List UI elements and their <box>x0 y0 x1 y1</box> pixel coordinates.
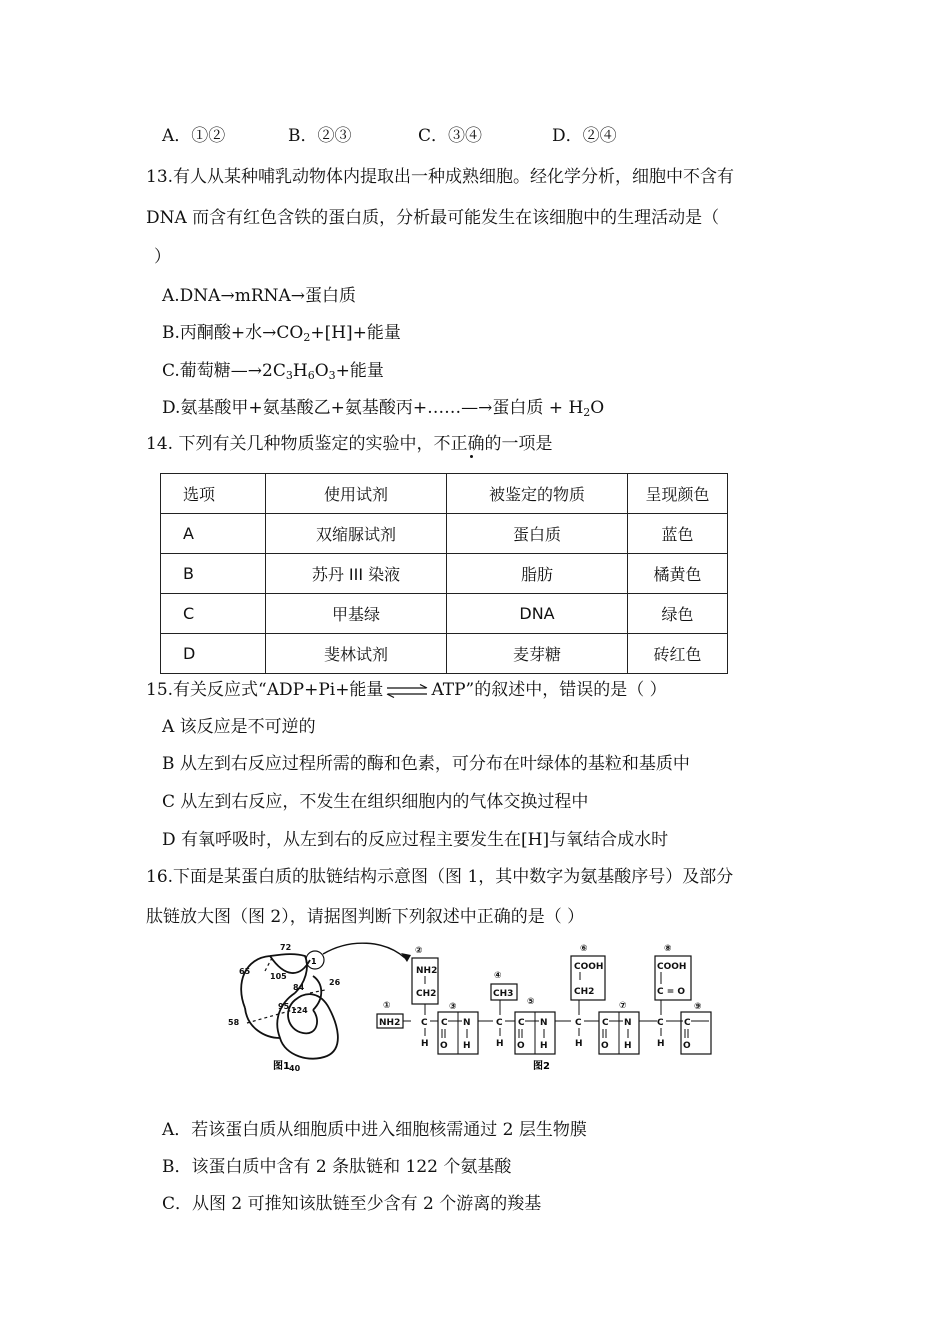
table-cell: 砖红色 <box>628 634 728 674</box>
table-cell: 蓝色 <box>628 514 728 554</box>
table-header-cell: 被鉴定的物质 <box>447 474 628 514</box>
table-cell: DNA <box>447 594 628 634</box>
table-cell: 脂肪 <box>447 554 628 594</box>
svg-text:C: C <box>441 1018 448 1028</box>
table-row <box>161 634 728 674</box>
q13-option-d: D.氨基酸甲+氨基酸乙+氨基酸丙+……—→蛋白质 + $H_2O$ <box>162 398 605 419</box>
circled-number: ⑦ <box>619 1001 627 1011</box>
r-group-nh2: NH2 <box>416 966 438 976</box>
svg-text:H: H <box>575 1039 583 1049</box>
svg-text:C: C <box>496 1018 503 1028</box>
svg-text:C: C <box>684 1018 691 1028</box>
q15-stem: 15.有关反应式“ADP+Pi+能量 ATP”的叙述中，错误的是（ ） <box>146 680 667 700</box>
fig1-number: 58 <box>228 1018 240 1027</box>
q14-table <box>160 473 728 674</box>
svg-text:O: O <box>601 1041 609 1051</box>
svg-text:H: H <box>540 1041 548 1051</box>
table-cell: 绿色 <box>628 594 728 634</box>
svg-text:H: H <box>624 1041 632 1051</box>
svg-text:H: H <box>496 1039 504 1049</box>
q15-option-a: A 该反应是不可逆的 <box>162 717 316 737</box>
figure1-label: 图1 <box>273 1061 290 1072</box>
table-row <box>161 554 728 594</box>
peptide-diagram <box>225 938 725 1078</box>
fig1-number: 124 <box>291 1006 308 1015</box>
q13-option-c: C.葡萄糖$—\to 2C_3H_6O_3+$能量 <box>162 361 384 382</box>
r-group-ch3: CH3 <box>493 989 514 999</box>
fig1-number: 26 <box>329 978 341 987</box>
table-row <box>161 514 728 554</box>
table-cell: B <box>161 554 266 594</box>
fig1-number: 84 <box>293 983 305 992</box>
figure1-disulfide-bonds <box>247 956 325 1023</box>
r-group-cooh: COOH <box>574 962 604 972</box>
q16-option-a: A．若该蛋白质从细胞质中进入细胞核需通过 2 层生物膜 <box>162 1120 587 1140</box>
amino-group: NH2 <box>379 1018 401 1028</box>
fig1-number: 105 <box>270 972 287 981</box>
q12-options <box>162 125 617 147</box>
reversible-arrow-icon <box>385 684 429 698</box>
circled-number: ③ <box>449 1002 457 1012</box>
hydrogen: H <box>421 1039 429 1049</box>
q16-option-b: B．该蛋白质中含有 2 条肽链和 122 个氨基酸 <box>162 1157 512 1177</box>
table-cell: 甲基绿 <box>266 594 447 634</box>
circled-number: ⑨ <box>694 1002 702 1012</box>
emphasis-dot <box>470 455 473 458</box>
table-header-cell: 选项 <box>161 474 266 514</box>
q13-stem-line2: DNA 而含有红色含铁的蛋白质，分析最可能发生在该细胞中的生理活动是（ <box>146 208 720 228</box>
svg-text:H: H <box>657 1039 665 1049</box>
q12-option-a: A．①② <box>162 126 226 146</box>
fig1-number: 1 <box>311 957 317 966</box>
table-header-cell: 呈现颜色 <box>628 474 728 514</box>
table-cell: 橘黄色 <box>628 554 728 594</box>
q15-option-d: D 有氧呼吸时，从左到右的反应过程主要发生在[H]与氧结合成水时 <box>162 830 669 850</box>
circled-number: ② <box>415 946 423 956</box>
q12-option-d: D．②④ <box>552 126 617 146</box>
svg-text:COOH: COOH <box>657 962 687 972</box>
r-group-ch2: CH2 <box>416 989 437 999</box>
table-cell: A <box>161 514 266 554</box>
circled-number: ⑧ <box>664 944 672 954</box>
fig1-number: 95 <box>278 1002 290 1011</box>
table-cell: 苏丹 III 染液 <box>266 554 447 594</box>
fig1-number: 72 <box>280 943 292 952</box>
q12-option-b: B．②③ <box>288 126 352 146</box>
circled-number: ⑤ <box>527 997 535 1007</box>
table-header-cell: 使用试剂 <box>266 474 447 514</box>
fig1-number: 40 <box>289 1064 301 1073</box>
q16-stem-line2: 肽链放大图（图 2），请据图判断下列叙述中正确的是（ ） <box>146 907 585 927</box>
svg-text:N: N <box>540 1018 548 1028</box>
q12-option-c: C．③④ <box>418 126 483 146</box>
q13-stem-line3: ） <box>154 247 171 267</box>
q13-option-a: A.DNA→mRNA→蛋白质 <box>162 286 357 306</box>
q15-option-b: B 从左到右反应过程所需的酶和色素，可分布在叶绿体的基粒和基质中 <box>162 754 690 774</box>
q15-option-c: C 从左到右反应，不发生在组织细胞内的气体交换过程中 <box>162 792 589 812</box>
circled-number: ① <box>383 1001 391 1011</box>
table-cell: D <box>161 634 266 674</box>
svg-text:N: N <box>463 1018 471 1028</box>
table-row <box>161 594 728 634</box>
q14-stem: 14. 下列有关几种物质鉴定的实验中，不正确的一项是 <box>146 434 553 454</box>
svg-text:C: C <box>602 1018 609 1028</box>
arrow-head-icon <box>401 953 411 962</box>
table-header-row <box>161 474 728 514</box>
svg-text:O: O <box>440 1041 448 1051</box>
carbonyl: C = O <box>657 987 686 997</box>
svg-text:O: O <box>683 1041 691 1051</box>
svg-text:C: C <box>575 1018 582 1028</box>
svg-text:O: O <box>517 1041 525 1051</box>
table-cell: 麦芽糖 <box>447 634 628 674</box>
q13-option-b: B.丙酮酸+水$\to CO_2+[H]+$能量 <box>162 323 401 344</box>
table-cell: 双缩脲试剂 <box>266 514 447 554</box>
svg-text:C: C <box>518 1018 525 1028</box>
magnify-arrow <box>323 943 405 958</box>
peptide-figure <box>225 938 725 1083</box>
figure2-label: 图2 <box>533 1061 550 1072</box>
circled-number: ④ <box>494 971 502 981</box>
table-cell: C <box>161 594 266 634</box>
table-cell: 斐林试剂 <box>266 634 447 674</box>
alpha-carbon: C <box>421 1018 428 1028</box>
q16-option-c: C．从图 2 可推知该肽链至少含有 2 个游离的羧基 <box>162 1194 542 1214</box>
table-cell: 蛋白质 <box>447 514 628 554</box>
svg-text:N: N <box>624 1018 632 1028</box>
q13-stem-line1: 13.有人从某种哺乳动物体内提取出一种成熟细胞。经化学分析，细胞中不含有 <box>146 167 735 187</box>
fig1-number: 65 <box>239 967 251 976</box>
svg-text:C: C <box>657 1018 664 1028</box>
svg-text:H: H <box>463 1041 471 1051</box>
svg-text:CH2: CH2 <box>574 987 595 997</box>
q16-stem-line1: 16.下面是某蛋白质的肽链结构示意图（图 1，其中数字为氨基酸序号）及部分 <box>146 867 734 887</box>
circled-number: ⑥ <box>580 944 588 954</box>
figure2-chain <box>377 944 711 1054</box>
figure1-chain <box>241 954 338 1059</box>
